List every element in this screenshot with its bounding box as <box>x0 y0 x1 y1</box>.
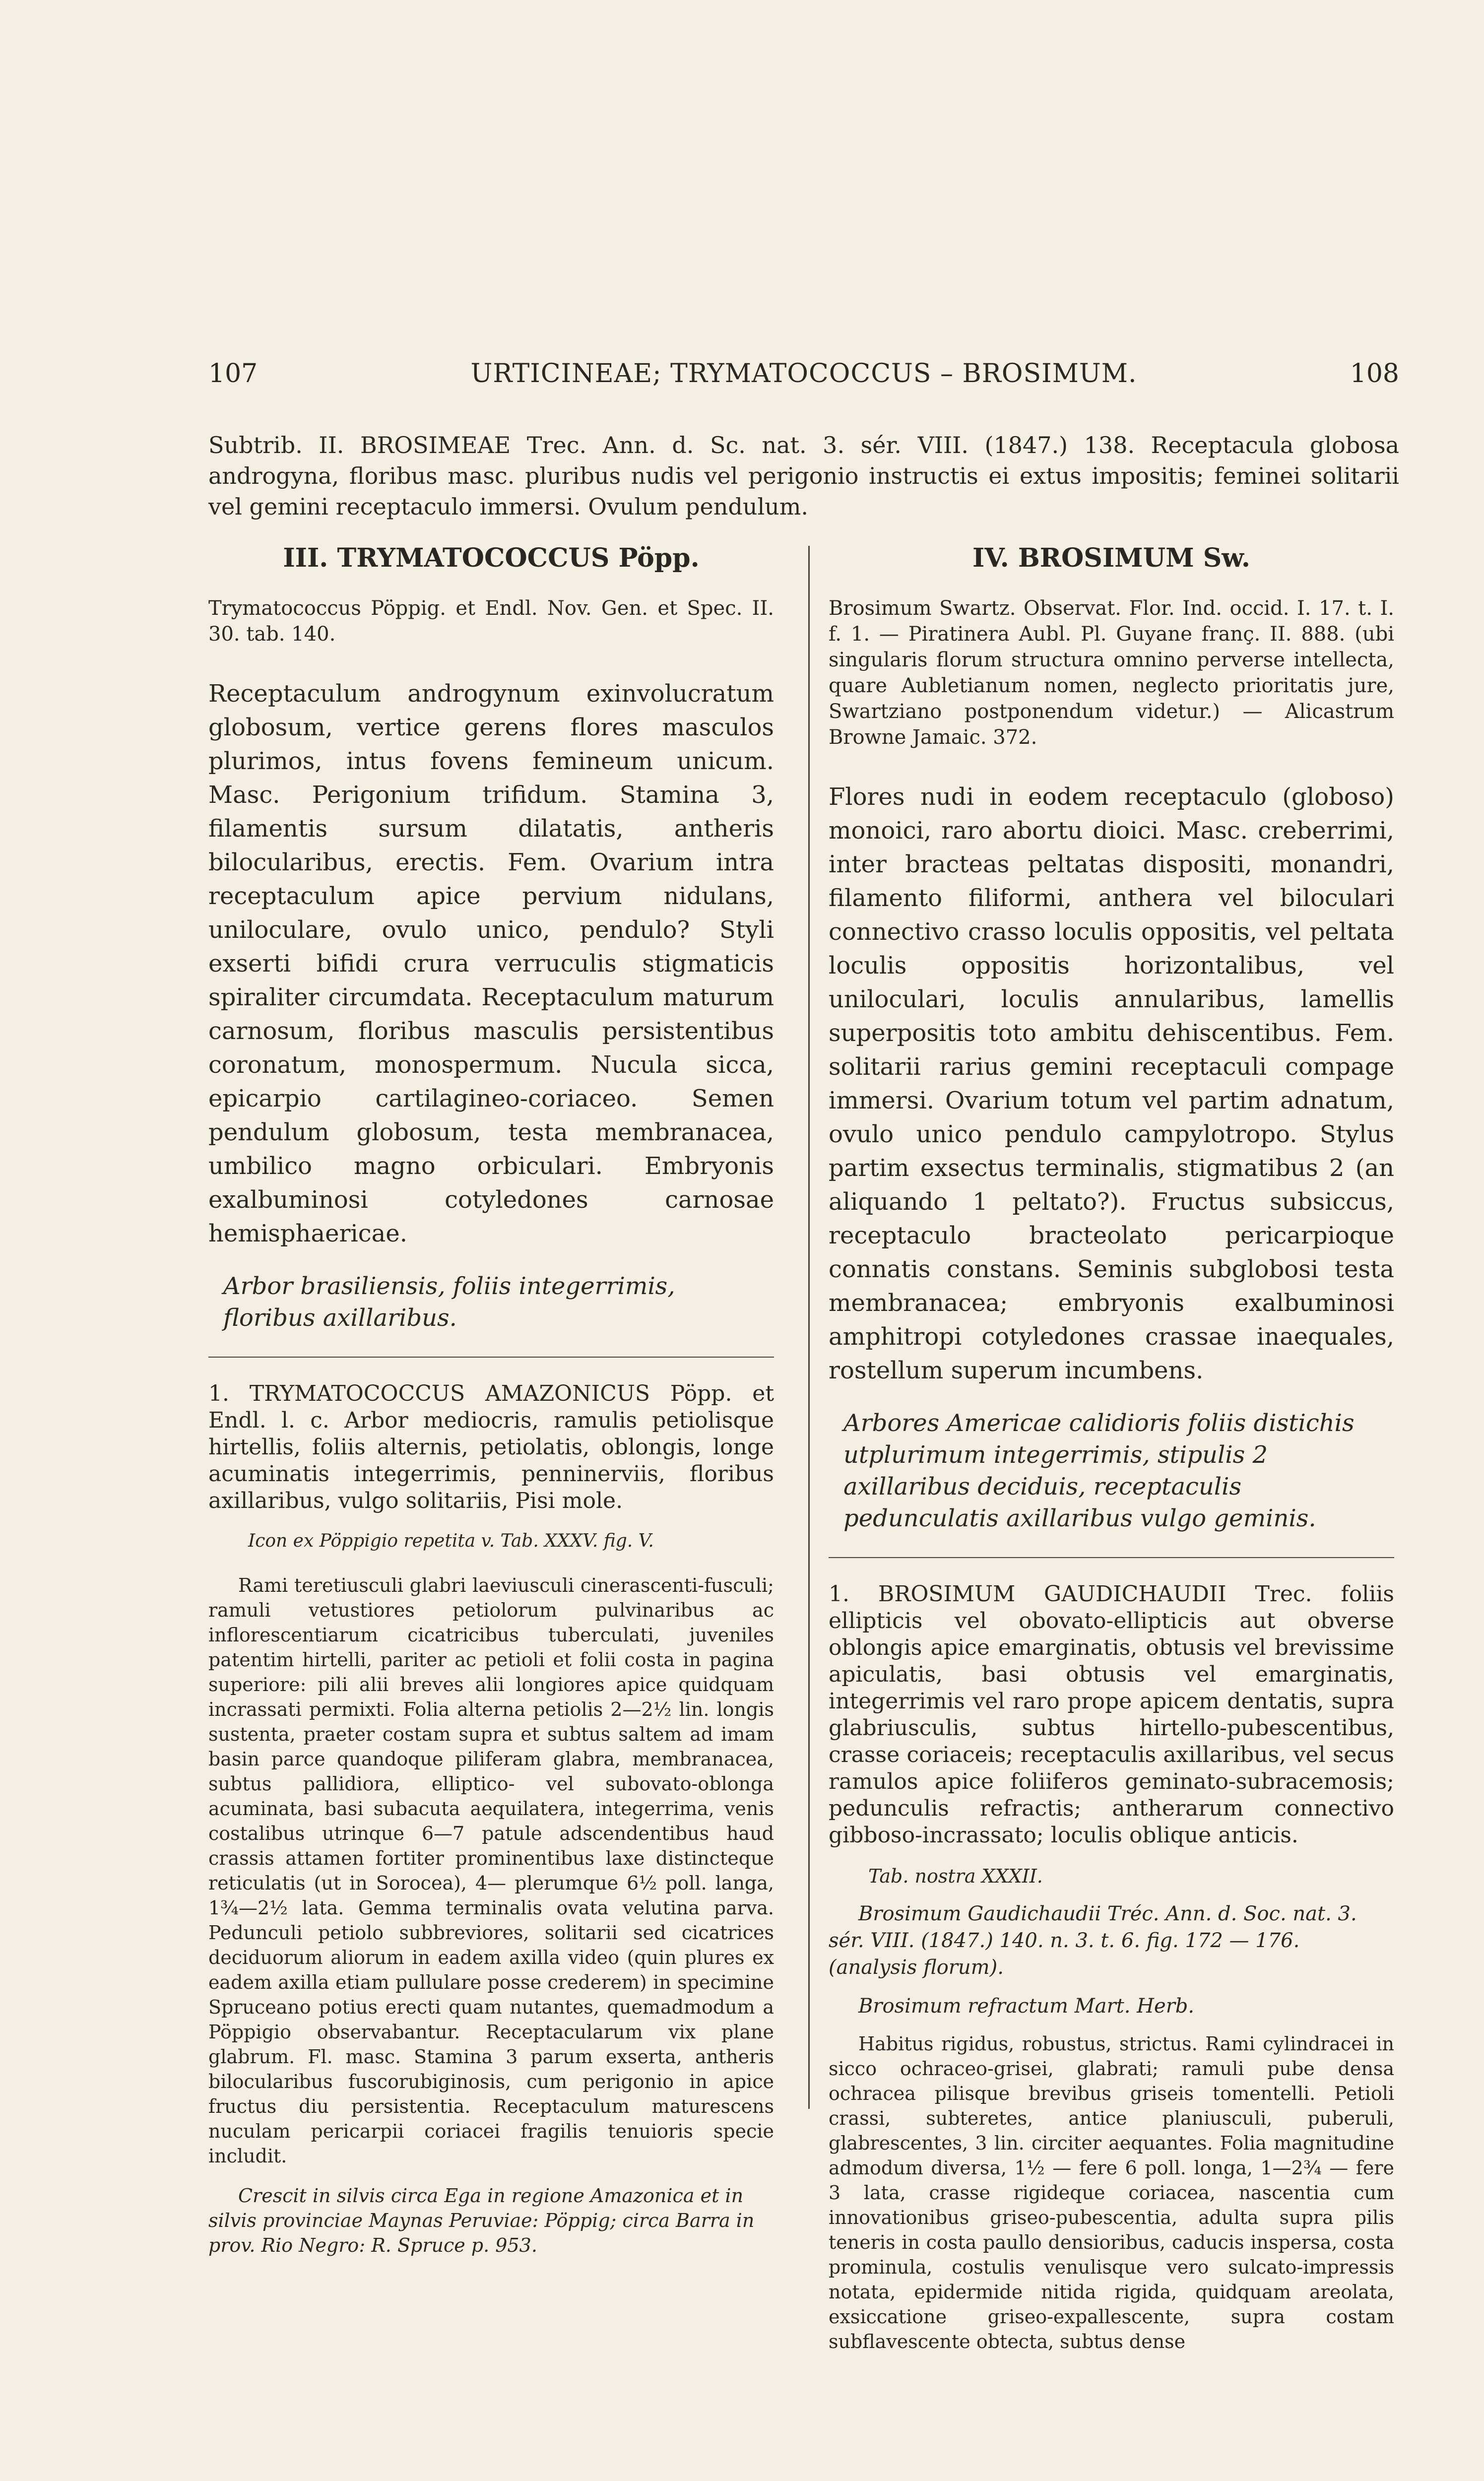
left-column <box>208 541 774 2268</box>
page-number-left: 107 <box>208 359 258 389</box>
genus-description: Receptaculum androgynum exinvolucratum globosum, vertice gerens flores masculos plurimos, intus fovens femineum unicum. Masc. Perigonium trifidum. Stamina 3, filamentis sursum dilatatis, antheris bilocularibus, erectis. Fem. Ovarium intra receptaculum apice pervium nidulans, uniloculare, ovulo unico, pendulo? Styli exserti bifidi crura verruculis stigmaticis spiraliter circumdata. Receptaculum maturum carnosum, floribus masculis persistentibus coronatum, monospermum. Nucula sicca, epicarpio cartilagineo-coriaceo. Semen pendulum globosum, testa membranacea, umbilico magno orbiculari. Embryonis exalbuminosi cotyledones carnosae hemisphaericae. <box>208 680 774 1247</box>
section-divider <box>208 1357 774 1358</box>
genus-synonymy: Brosimum Swartz. Observat. Flor. Ind. occid. I. 17. t. I. f. 1. — Piratinera Aubl. Pl. Guyane franç. II. 888. (ubi singularis florum structura omnino perverse intellecta, quare Aubletianum nomen, neglecto prioritatis jure, Swartziano postponendum videtur.) — Alicastrum Browne Jamaic. 372. <box>829 597 1394 749</box>
species-heading: 1. TRYMATOCOCCUS AMAZONICUS Pöpp. et Endl. l. c. Arbor mediocris, ramulis petiolisque hirtellis, foliis alternis, petiolatis, oblongis, longe acuminatis integerrimis, penninerviis, floribus axillaribus, vulgo solitariis, Pisi mole. <box>208 1381 774 1513</box>
species-detail: Habitus rigidus, robustus, strictus. Rami cylindracei in sicco ochraceo-grisei, glabrati; ramuli pube densa ochracea pilisque brevibus griseis tomentelli. Petioli crassi, subteretes, antice planiusculi, puberuli, glabrescentes, 3 lin. circiter aequantes. Folia magnitudine admodum diversa, 1½ — fere 6 poll. longa, 1—2¾ — fere 3 lata, crasse rigideque coriacea, nascentia cum innovationibus griseo-pubescentia, adulta supra pilis teneris in costa paullo densioribus, caducis inspersa, costa prominula, costulis venulisque vero sulcato-impressis notata, epidermide nitida rigida, quidquam areolata, exsiccatione griseo-expallescente, supra costam subflavescente obtecta, subtus dense <box>829 2033 1394 2352</box>
literature-reference: Brosimum refractum Mart. Herb. <box>858 1995 1195 2018</box>
species-detail: Rami teretiusculi glabri laeviusculi cinerascenti-fusculi; ramuli vetustiores petiolorum pulvinaribus ac inflorescentiarum cicatricibus tuberculati, juveniles patentim hirtelli, pariter ac petioli et folii costa in pagina superiore: pili alii breves alii longiores apice quidquam incrassati permixti. Folia alterna petiolis 2—2½ lin. longis sustenta, praeter costam supra et subtus saltem ad imam basin parce quandoque piliferam glabra, membranacea, subtus pallidiora, elliptico- vel subovato-oblonga acuminata, basi subacuta aequilatera, integerrima, venis costalibus utrinque 6—7 patule adscendentibus haud crassis attamen fortiter prominentibus laxe distincteque reticulatis (ut in Sorocea), 4— plerumque 6½ poll. langa, 1¾—2½ lata. Gemma terminalis ovata velutina parva. Pedunculi petiolo subbreviores, solitarii sed cicatrices deciduorum aliorum in eadem axilla video (quin plures ex eadem axilla etiam pullulare posse crederem) in specimine Spruceano potius erecti quam nutantes, quemadmodum a Pöppigio observabantur. Receptacularum vix plane glabrum. Fl. masc. Stamina 3 parum exserta, antheris bilocularibus fuscorubiginosis, cum perigonio in apice fructus diu persistentia. Receptaculum maturescens nuculam pericarpii coriacei fragilis tenuioris specie includit. <box>208 1574 774 2167</box>
genus-habitat: Arbores Americae calidioris foliis distichis utplurimum integerrimis, stipulis 2 axillaribus deciduis, receptaculis pedunculatis axillaribus vulgo geminis. <box>843 1409 1355 1532</box>
running-title: URTICINEAE; TRYMATOCOCCUS – BROSIMUM. <box>470 359 1137 389</box>
plate-reference: Tab. nostra XXXII. <box>868 1865 1043 1887</box>
genus-title-brosimum: IV. BROSIMUM Sw. <box>972 543 1250 573</box>
species-heading: 1. BROSIMUM GAUDICHAUDII Trec. foliis ellipticis vel obovato-ellipticis aut obverse oblongis apice emarginatis, obtusis vel brevissime apiculatis, basi obtusis vel emarginatis, integerrimis vel raro prope apicem dentatis, supra glabriusculis, subtus hirtello-pubescentibus, crasse coriaceis; receptaculis axillaribus, vel secus ramulos apice foliiferos geminato-subracemosis; pedunculis refractis; antherarum connectivo gibboso-incrassato; loculis oblique anticis. <box>829 1581 1394 1848</box>
icon-reference: Icon ex Pöppigio repetita v. Tab. XXXV. fig. V. <box>248 1531 654 1551</box>
subtribe-intro: Subtrib. II. BROSIMEAE Trec. Ann. d. Sc. nat. 3. sér. VIII. (1847.) 138. Receptacula globosa androgyna, floribus masc. pluribus nudis vel perigonio instructis ei extus impositis; feminei solitarii vel gemini receptaculo immersi. Ovulum pendulum. <box>208 432 1399 520</box>
running-header <box>208 356 1399 391</box>
genus-title-trymatococcus: III. TRYMATOCOCCUS Pöpp. <box>283 543 700 573</box>
literature-reference: Brosimum Gaudichaudii Tréc. Ann. d. Soc. nat. 3. sér. VIII. (1847.) 140. n. 3. t. 6. fig. 172 — 176. (analysis florum). <box>829 1902 1357 1979</box>
section-divider <box>829 1557 1394 1558</box>
page-number-right: 108 <box>1350 359 1399 389</box>
genus-habitat: Arbor brasiliensis, foliis integerrimis, floribus axillaribus. <box>223 1272 675 1332</box>
column-rule <box>808 546 810 2109</box>
genus-description: Flores nudi in eodem receptaculo (globoso) monoici, raro abortu dioici. Masc. creberrimi, inter bracteas peltatas dispositi, monandri, filamento filiformi, anthera vel biloculari connectivo crasso loculis oppositis, vel peltata loculis oppositis horizontalibus, vel uniloculari, loculis annularibus, lamellis superpositis toto ambitu dehiscentibus. Fem. solitarii rarius gemini receptaculi compage immersi. Ovarium totum vel partim adnatum, ovulo unico pendulo campylotropo. Stylus partim exsectus terminalis, stigmatibus 2 (an aliquando 1 peltato?). Fructus subsiccus, receptaculo bracteolato pericarpioque connatis constans. Seminis subglobosi testa membranacea; embryonis exalbuminosi amphitropi cotyledones crassae inaequales, rostellum superum incumbens. <box>829 783 1394 1384</box>
right-column <box>829 541 1394 2369</box>
genus-synonymy: Trymatococcus Pöppig. et Endl. Nov. Gen. et Spec. II. 30. tab. 140. <box>208 597 774 646</box>
species-locality: Crescit in silvis circa Ega in regione Amazonica et in silvis provinciae Maynas Peruviae: Pöppig; circa Barra in prov. Rio Negro: R. Spruce p. 953. <box>208 2185 755 2256</box>
